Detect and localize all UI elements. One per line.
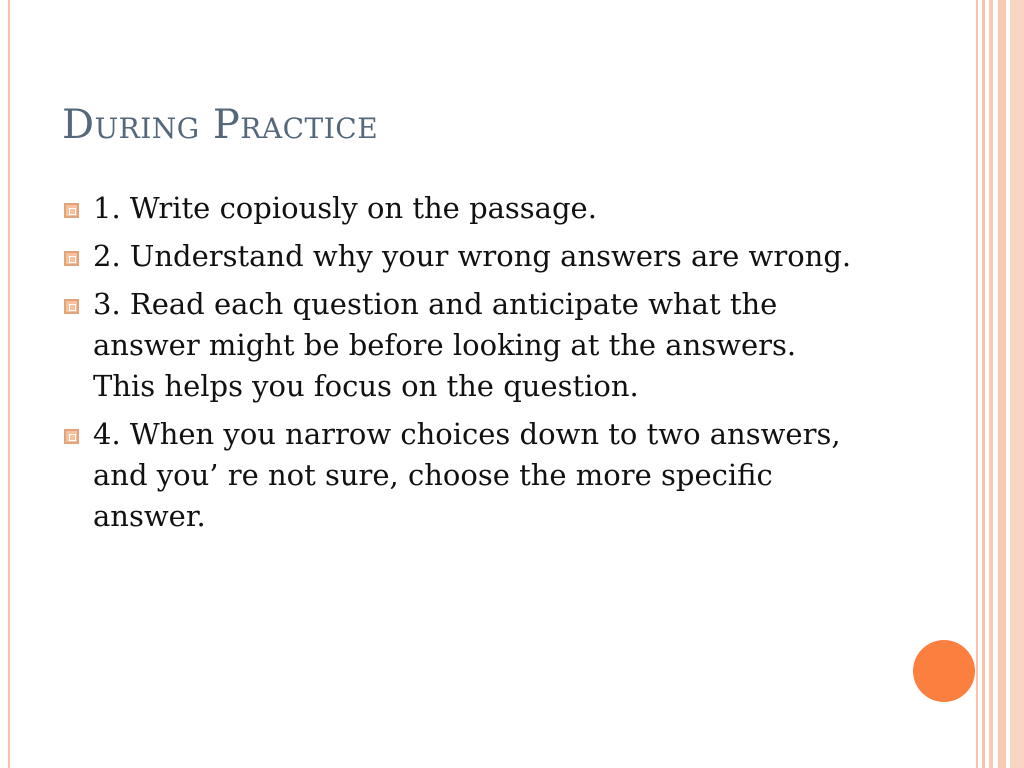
right-decorative-stripes	[976, 0, 1024, 768]
bullet-list	[62, 188, 862, 544]
stripe	[998, 0, 1006, 768]
square-bullet-icon	[64, 203, 79, 218]
list-item	[62, 236, 862, 277]
decorative-circle	[913, 640, 975, 702]
bullet-text: 2. Understand why your wrong answers are wrong.	[93, 239, 852, 273]
bullet-text: 3. Read each question and anticipate what the answer might be before looking at the answers. This helps you focus on the question.	[93, 287, 797, 403]
bullet-text: 1. Write copiously on the passage.	[93, 191, 597, 225]
stripe	[982, 0, 985, 768]
square-bullet-icon	[64, 299, 79, 314]
list-item	[62, 188, 862, 229]
left-border-line	[8, 0, 10, 768]
square-bullet-icon	[64, 429, 79, 444]
list-item	[62, 284, 862, 407]
list-item	[62, 414, 862, 537]
stripe	[976, 0, 978, 768]
square-bullet-icon	[64, 251, 79, 266]
slide-title: During Practice	[62, 102, 379, 148]
stripe	[1010, 0, 1024, 768]
stripe	[989, 0, 993, 768]
bullet-text: 4. When you narrow choices down to two answers, and you’ re not sure, choose the more specific answer.	[93, 417, 841, 533]
